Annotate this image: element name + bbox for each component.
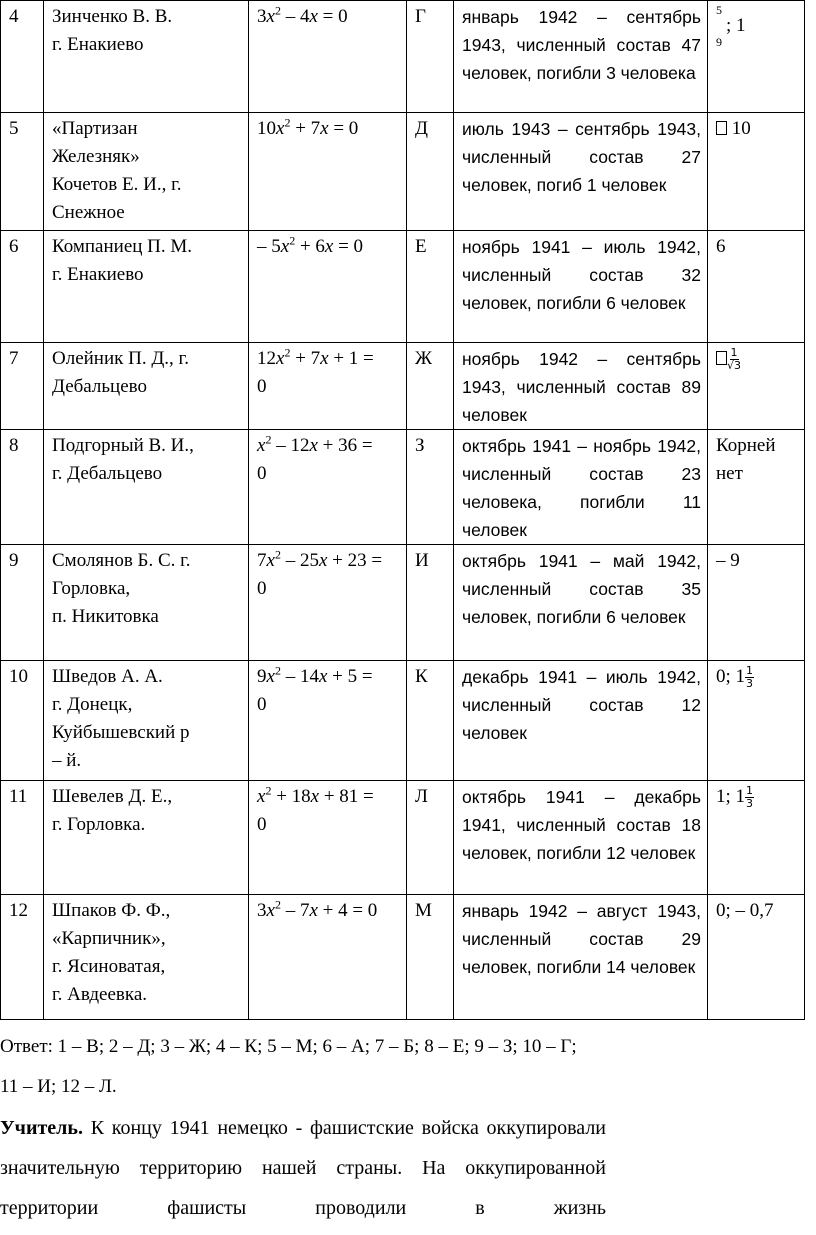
cipher-letter: Ж	[407, 343, 454, 430]
eq-var: x	[318, 550, 328, 571]
eq-power: 2	[284, 115, 291, 130]
eq-var: x	[276, 348, 285, 369]
root-value: 10	[731, 118, 751, 139]
name-line: – й.	[52, 750, 82, 771]
row-number: 11	[1, 781, 44, 895]
eq-coef-b: – 12	[271, 435, 310, 456]
name-line: «Карпичник»,	[52, 928, 166, 949]
fraction-numerator: 1	[746, 664, 754, 678]
equation	[249, 343, 407, 430]
fraction-denominator: √3	[727, 359, 742, 373]
answer-text	[0, 1027, 800, 1107]
unit-description: январь 1942 – август 1943, численный состав 29 человек, погибли 14 человек	[454, 895, 708, 1020]
table-row	[1, 661, 805, 781]
row-number: 8	[1, 430, 44, 545]
eq-var: x	[309, 900, 318, 921]
eq-power: 2	[274, 663, 281, 678]
name-line: Смолянов Б. С. г.	[52, 550, 191, 571]
eq-coef-a: 12	[257, 348, 276, 369]
eq-rest: + 36 =	[317, 435, 373, 456]
eq-var: x	[309, 6, 318, 27]
root-top: 5	[716, 3, 722, 17]
eq-rhs: 0	[257, 463, 267, 484]
root-fraction-stack	[716, 3, 798, 49]
eq-rhs: 0	[257, 376, 267, 397]
name-line: Снежное	[52, 202, 125, 223]
equation-roots	[708, 895, 805, 1020]
root-prefix: 0; 1	[716, 666, 746, 687]
name-line: Подгорный В. И.,	[52, 435, 194, 456]
name-line: Дебальцево	[52, 376, 147, 397]
cipher-letter: Д	[407, 113, 454, 231]
fraction-denominator: 3	[746, 677, 754, 691]
name-line: г. Донецк,	[52, 694, 133, 715]
root-value: – 9	[716, 550, 740, 571]
equation	[249, 545, 407, 661]
eq-var: x	[257, 786, 266, 807]
equation	[249, 113, 407, 231]
unit-description: октябрь 1941 – декабрь 1941, численный состав 18 человек, погибли 12 человек	[454, 781, 708, 895]
partisan-unit-name	[44, 343, 249, 430]
equation	[249, 781, 407, 895]
equation-roots	[708, 113, 805, 231]
row-number: 12	[1, 895, 44, 1020]
row-number: 5	[1, 113, 44, 231]
eq-var: x	[276, 118, 285, 139]
name-line: г. Ясиноватая,	[52, 956, 166, 977]
cipher-letter: З	[407, 430, 454, 545]
name-line: г. Дебальцево	[52, 463, 163, 484]
eq-rest: = 0	[328, 118, 359, 139]
name-line: Кочетов Е. И., г.	[52, 174, 182, 195]
eq-rest: + 4 = 0	[317, 900, 378, 921]
name-line: «Партизан	[52, 118, 138, 139]
table-row	[1, 781, 805, 895]
row-number: 9	[1, 545, 44, 661]
equation-roots	[708, 781, 805, 895]
name-line: Зинченко В. В.	[52, 6, 173, 27]
row-number: 10	[1, 661, 44, 781]
equation	[249, 231, 407, 343]
eq-var: x	[324, 236, 334, 257]
cipher-letter: М	[407, 895, 454, 1020]
cipher-letter: К	[407, 661, 454, 781]
table-row	[1, 343, 805, 430]
name-line: Олейник П. Д., г.	[52, 348, 189, 369]
eq-coef-b: – 25	[280, 550, 319, 571]
eq-rhs: 0	[257, 578, 267, 599]
missing-glyph-icon	[716, 351, 727, 365]
unit-description: январь 1942 – сентябрь 1943, численный состав 47 человек, погибли 3 человека	[454, 1, 708, 113]
eq-var: x	[320, 118, 329, 139]
eq-coef-b: – 14	[280, 666, 319, 687]
teacher-text: К концу 1941 немецко - фашистские войска оккупировали значительную территорию нашей страны. На оккупированной территории фашисты проводили в жизнь	[0, 1117, 607, 1219]
eq-coef-b: + 7	[290, 118, 321, 139]
eq-power: 2	[265, 432, 272, 447]
equation	[249, 661, 407, 781]
eq-coef-a: – 5	[257, 236, 281, 257]
unit-description: декабрь 1941 – июль 1942, численный состав 12 человек	[454, 661, 708, 781]
eq-var: x	[266, 550, 275, 571]
equation	[249, 895, 407, 1020]
name-line: Шевелев Д. Е.,	[52, 786, 173, 807]
row-number: 4	[1, 1, 44, 113]
unit-description: октябрь 1941 – май 1942, численный состав 35 человек, погибли 6 человек	[454, 545, 708, 661]
eq-var: x	[320, 348, 329, 369]
eq-rhs: 0	[257, 814, 267, 835]
missing-glyph-icon	[716, 121, 727, 135]
root-mid: ; 1	[726, 15, 746, 36]
name-line: п. Никитовка	[52, 606, 159, 627]
root-value: Корней нет	[716, 435, 776, 484]
cipher-letter: Г	[407, 1, 454, 113]
root-fraction	[745, 665, 754, 690]
eq-var: x	[310, 786, 320, 807]
eq-var: x	[318, 666, 328, 687]
eq-coef-a: 3	[257, 6, 267, 27]
partisan-unit-name	[44, 113, 249, 231]
teacher-label: Учитель.	[0, 1117, 83, 1139]
eq-rest: + 1 =	[328, 348, 374, 369]
table-row	[1, 231, 805, 343]
eq-coef-a: 9	[257, 666, 267, 687]
eq-var: x	[266, 6, 275, 27]
root-prefix: 1; 1	[716, 786, 746, 807]
equation-roots	[708, 1, 805, 113]
equation-roots	[708, 343, 805, 430]
eq-var: x	[280, 236, 290, 257]
root-fraction	[727, 347, 741, 372]
equation-roots	[708, 430, 805, 545]
eq-coef-a: 10	[257, 118, 276, 139]
unit-description: июль 1943 – сентябрь 1943, численный состав 27 человек, погиб 1 человек	[454, 113, 708, 231]
eq-coef-b: – 4	[280, 6, 310, 27]
partisan-unit-name	[44, 430, 249, 545]
root-fraction	[745, 785, 754, 810]
eq-rest: = 0	[317, 6, 348, 27]
eq-coef-b: + 7	[290, 348, 321, 369]
name-line: Железняк»	[52, 146, 140, 167]
partisan-unit-name	[44, 545, 249, 661]
eq-coef-a: 7	[257, 550, 267, 571]
teacher-paragraph	[0, 1108, 606, 1228]
equation-roots	[708, 545, 805, 661]
eq-var: x	[257, 435, 266, 456]
table-row	[1, 113, 805, 231]
eq-power: 2	[274, 547, 281, 562]
eq-var: x	[309, 435, 318, 456]
row-number: 7	[1, 343, 44, 430]
eq-rest: + 23 =	[327, 550, 383, 571]
name-line: г. Енакиево	[52, 264, 144, 285]
eq-coef-b: + 18	[271, 786, 311, 807]
partisan-unit-name	[44, 1, 249, 113]
row-number: 6	[1, 231, 44, 343]
cipher-letter: И	[407, 545, 454, 661]
unit-description: ноябрь 1942 – сентябрь 1943, численный состав 89 человек	[454, 343, 708, 430]
partisan-unit-name	[44, 231, 249, 343]
equation-roots	[708, 231, 805, 343]
eq-coef-b: – 7	[280, 900, 310, 921]
fraction-denominator: 3	[746, 797, 754, 811]
root-value: 0; – 0,7	[716, 900, 774, 921]
cipher-letter: Е	[407, 231, 454, 343]
table-row	[1, 545, 805, 661]
eq-rest: = 0	[333, 236, 364, 257]
root-bottom: 9	[716, 35, 722, 49]
answer-line-1: Ответ: 1 – В; 2 – Д; 3 – Ж; 4 – К; 5 – М; 6 – А; 7 – Б; 8 – Е; 9 – З; 10 – Г;	[0, 1036, 577, 1057]
eq-power: 2	[289, 233, 296, 248]
eq-rest: + 81 =	[319, 786, 374, 807]
table-row	[1, 430, 805, 545]
partisan-unit-name	[44, 661, 249, 781]
eq-power: 2	[274, 3, 281, 18]
eq-coef-b: + 6	[295, 236, 325, 257]
equation	[249, 1, 407, 113]
name-line: Компаниец П. М.	[52, 236, 193, 257]
name-line: г. Горловка.	[52, 814, 146, 835]
root-value: 6	[716, 236, 726, 257]
fraction-numerator: 1	[746, 784, 754, 798]
name-line: г. Енакиево	[52, 34, 144, 55]
eq-rhs: 0	[257, 694, 267, 715]
fraction-numerator: 1	[730, 346, 738, 360]
eq-coef-a: 3	[257, 900, 267, 921]
name-line: Куйбышевский р	[52, 722, 190, 743]
eq-var: x	[266, 666, 275, 687]
table-row	[1, 1, 805, 113]
name-line: Шведов А. А.	[52, 666, 163, 687]
table-row	[1, 895, 805, 1020]
eq-var: x	[266, 900, 275, 921]
eq-power: 2	[274, 897, 281, 912]
equation	[249, 430, 407, 545]
name-line: Горловка,	[52, 578, 131, 599]
eq-power: 2	[265, 783, 272, 798]
partisan-unit-name	[44, 895, 249, 1020]
cipher-letter: Л	[407, 781, 454, 895]
partisan-unit-name	[44, 781, 249, 895]
equation-roots	[708, 661, 805, 781]
unit-description: ноябрь 1941 – июль 1942, численный состав 32 человек, погибли 6 человек	[454, 231, 708, 343]
unit-description: октябрь 1941 – ноябрь 1942, численный состав 23 человека, погибли 11 человек	[454, 430, 708, 545]
name-line: Шпаков Ф. Ф.,	[52, 900, 171, 921]
eq-power: 2	[284, 345, 291, 360]
answer-line-2: 11 – И; 12 – Л.	[0, 1076, 117, 1097]
name-line: г. Авдеевка.	[52, 984, 147, 1005]
eq-rest: + 5 =	[327, 666, 373, 687]
